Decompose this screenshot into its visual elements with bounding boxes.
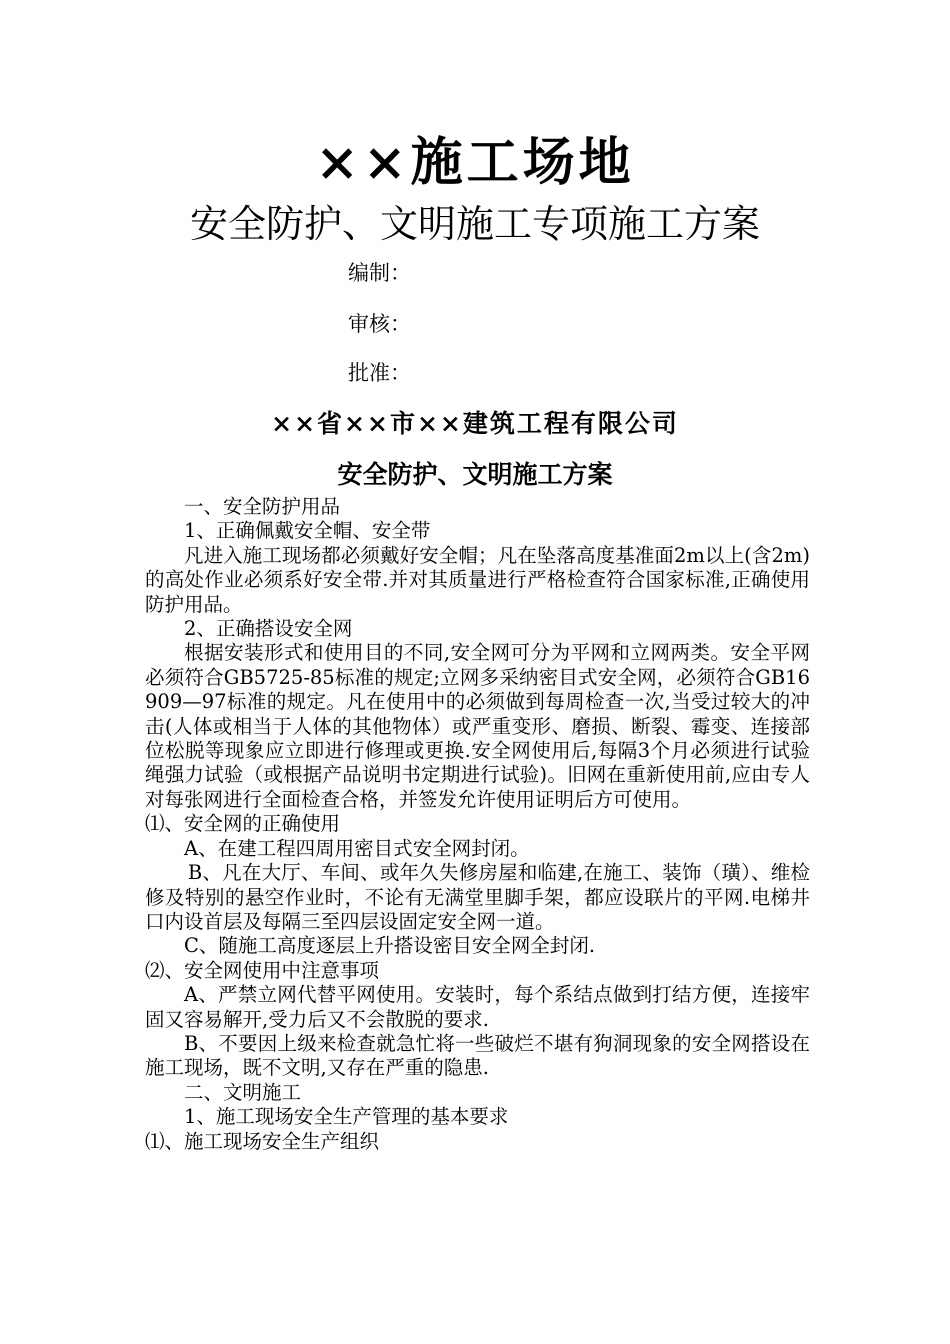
body-text [145, 495, 810, 1154]
list-item: A、在建工程四周用密目式安全网封闭。 [184, 836, 530, 860]
list-item: B、不要因上级来检查就急忙将一些破烂不堪有狗洞现象的安全网搭设在施工现场，既不文明,又存在严重的隐患. [145, 1031, 810, 1080]
section-heading: 安全防护、文明施工方案 [337, 460, 613, 489]
section-title: 一、安全防护用品 [184, 495, 341, 518]
document-subtitle: 安全防护、文明施工专项施工方案 [189, 202, 760, 246]
signature-approved: 批准： [348, 361, 411, 385]
subsection-title: 2、正确搭设安全网 [184, 617, 353, 641]
signature-reviewed: 审核： [348, 312, 411, 336]
section-title: 二、文明施工 [184, 1080, 302, 1104]
list-item: A、严禁立网代替平网使用。安装时，每个系结点做到打结方便，连接牢固又容易解开,受力后又不会散脱的要求. [145, 983, 810, 1031]
signature-compiled: 编制： [348, 261, 411, 285]
paragraph: 根据安装形式和使用目的不同,安全网可分为平网和立网两类。安全平网必须符合GB5725-85标准的规定;立网多采纳密目式安全网，必须符合GB16909—97标准的规定。凡在使用中的必须做到每周检查一次,当受过较大的冲击(人体或相当于人体的其他物体）或严重变形、磨损、断裂、霉变、连接部位松脱等现象应立即进行修理或更换.安全网使用后,每隔3个月必须进行试验绳强力试验（或根据产品说明书定期进行试验)。旧网在重新使用前,应由专人对每张网进行全面检查合格，并签发允许使用证明后方可使用。 [145, 641, 810, 811]
item-heading: ⑵、安全网使用中注意事项 [145, 958, 380, 982]
subsection-title: 1、施工现场安全生产管理的基本要求 [184, 1105, 509, 1129]
paragraph: 凡进入施工现场都必须戴好安全帽；凡在坠落高度基准面2m以上(含2m) 的高处作业必须系好安全带.并对其质量进行严格检查符合国家标准,正确使用防护用品。 [145, 543, 810, 616]
document-title: ××施工场地 [315, 132, 635, 193]
item-heading: ⑴、安全网的正确使用 [145, 812, 341, 836]
company-name: ××省××市××建筑工程有限公司 [271, 409, 679, 438]
subsection-title: 1、正确佩戴安全帽、安全带 [184, 519, 431, 543]
list-item: C、随施工高度逐层上升搭设密目安全网全封闭. [184, 934, 596, 958]
item-heading: ⑴、施工现场安全生产组织 [145, 1129, 380, 1153]
list-item: B、凡在大厅、车间、或年久失修房屋和临建,在施工、装饰（璜）、维检修及特别的悬空作业时，不论有无满堂里脚手架，都应设联片的平网.电梯井口内设首层及每隔三至四层设固定安全网一道。 [145, 861, 810, 933]
